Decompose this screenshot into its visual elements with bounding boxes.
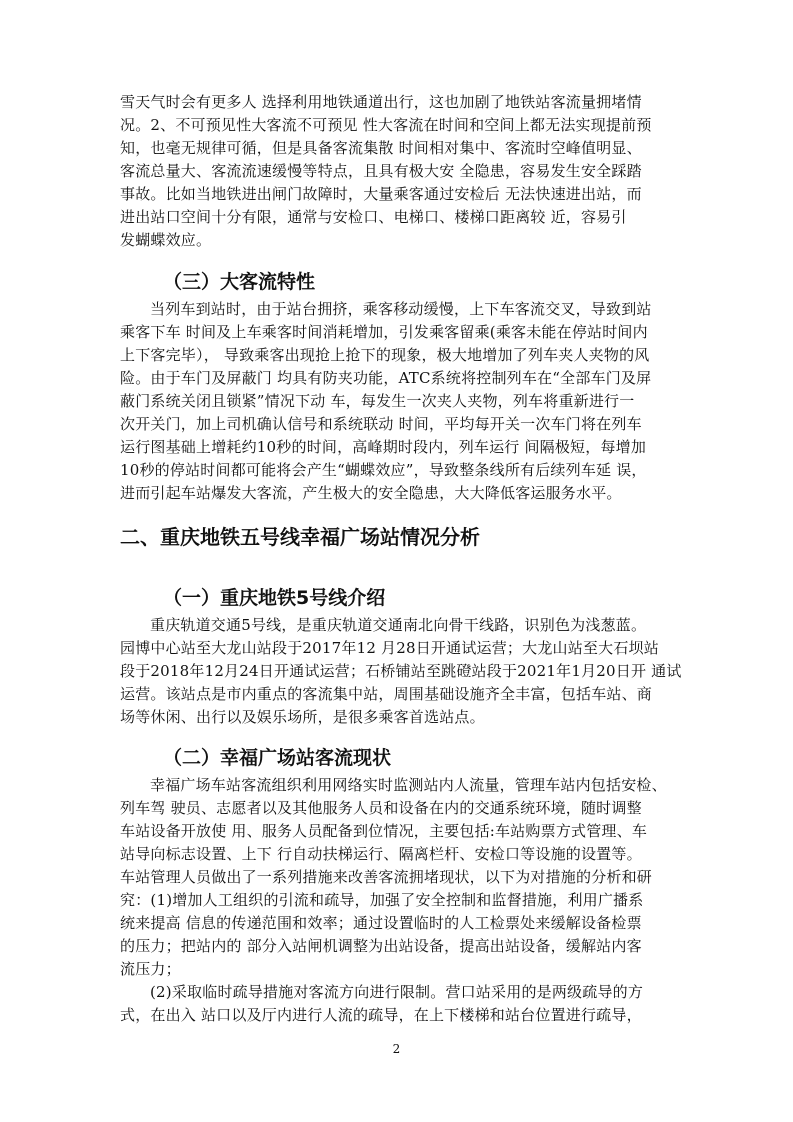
text-line: 园博中心站至大龙山站段于2017年12 月28日开通试运营；大龙山站至大石坝站 — [120, 639, 659, 657]
text-line: 段于2018年12月24日开通试运营；石桥铺站至跳磴站段于2021年1月20日开 通试 — [120, 662, 682, 680]
text-line: 知，也毫无规律可循，但是具备客流集散 时间相对集中、客流时空峰值明显、 — [120, 139, 642, 157]
text-line: 列车驾 驶员、志愿者以及其他服务人员和设备在内的交通系统环境，随时调整 — [120, 799, 642, 817]
text-line: 重庆轨道交通5号线，是重庆轨道交通南北向骨干线路，识别色为浅葱蓝。 — [150, 616, 647, 634]
chapter-heading: 二、重庆地铁五号线幸福广场站情况分析 — [120, 525, 480, 549]
section-heading-2: （二）幸福广场站客流现状 — [163, 747, 392, 769]
text-line: 运行图基础上增耗约10秒的时间，高峰期时段内，列车运行 间隔极短，每增加 — [120, 438, 647, 456]
text-line: 场等休闲、出行以及娱乐场所，是很多乘客首选站点。 — [120, 708, 485, 726]
text-line: 运营。该站点是市内重点的客流集中站，周围基础设施齐全丰富，包括车站、商 — [120, 685, 653, 703]
paragraph-temporary-guidance — [120, 981, 685, 1027]
text-line: 当列车到站时，由于站台拥挤，乘客移动缓慢，上下车客流交叉，导致到站 — [150, 300, 652, 318]
text-line: 乘客下车 时间及上车乘客时间消耗增加，引发乘客留乘(乘客未能在停站时间内 — [120, 323, 648, 341]
text-line: 流压力； — [120, 960, 181, 978]
text-line: 上下客完毕）， 导致乘客出现抢上抢下的现象，极大地增加了列车夹人夹物的风 — [120, 346, 650, 364]
text-line: 站导向标志设置、上下 行自动扶梯运行、隔离栏杆、安检口等设施的设置等。 — [120, 845, 642, 863]
text-line: 的压力；把站内的 部分入站闸机调整为出站设备，提高出站设备，缓解站内客 — [120, 937, 642, 955]
text-line: 雪天气时会有更多人 选择利用地铁通道出行，这也加剧了地铁站客流量拥堵情 — [120, 93, 642, 111]
text-line: 式，在出入 站口以及厅内进行人流的疏导，在上下楼梯和站台位置进行疏导， — [120, 1006, 642, 1024]
text-line: 究：(1)增加人工组织的引流和疏导，加强了安全控制和监督措施，利用广播系 — [120, 891, 644, 909]
paragraph-station-flow-status — [120, 774, 685, 981]
paragraph-line5-intro — [120, 614, 685, 729]
section-heading-3: （三）大客流特性 — [163, 271, 316, 293]
paragraph-large-flow-characteristics — [120, 298, 685, 505]
text-line: 进出站口空间十分有限，通常与安检口、电梯口、楼梯口距离较 近，容易引 — [120, 208, 627, 226]
page-number: 2 — [392, 1042, 401, 1056]
text-line: 蔽门系统关闭且锁紧”情况下动 车，每发生一次夹人夹物，列车将重新进行一 — [120, 392, 635, 410]
section-heading-1: （一）重庆地铁5号线介绍 — [163, 587, 386, 609]
paragraph-unforeseeable-flow — [120, 91, 685, 252]
text-line: 幸福广场车站客流组织利用网络实时监测站内人流量，管理车站内包括安检、 — [150, 776, 667, 794]
text-line: (2)采取临时疏导措施对客流方向进行限制。营口站采用的是两级疏导的方 — [150, 983, 644, 1001]
text-line: 次开关门，加上司机确认信号和系统联动 时间，平均每开关一次车门将在列车 — [120, 415, 642, 433]
text-line: 况。2、不可预见性大客流不可预见 性大客流在时间和空间上都无法实现提前预 — [120, 116, 652, 134]
text-line: 客流总量大、客流流速缓慢等特点，且具有极大安 全隐患，容易发生安全踩踏 — [120, 162, 642, 180]
text-line: 事故。比如当地铁进出闸门故障时，大量乘客通过安检后 无法快速进出站，而 — [120, 185, 642, 203]
text-line: 发蝴蝶效应。 — [120, 231, 212, 249]
text-line: 险。由于车门及屏蔽门 均具有防夹功能，ATC系统将控制列车在“全部车门及屏 — [120, 369, 652, 387]
text-line: 车站设备开放使 用、服务人员配备到位情况，主要包括:车站购票方式管理、车 — [120, 822, 648, 840]
text-line: 车站管理人员做出了一系列措施来改善客流拥堵现状，以下为对措施的分析和研 — [120, 868, 653, 886]
text-line: 10秒的停站时间都可能将会产生“蝴蝶效应”，导致整条线所有后续列车延 误， — [120, 461, 647, 479]
text-line: 统来提高 信息的传递范围和效率；通过设置临时的人工检票处来缓解设备检票 — [120, 914, 642, 932]
text-line: 进而引起车站爆发大客流，产生极大的安全隐患，大大降低客运服务水平。 — [120, 484, 622, 502]
